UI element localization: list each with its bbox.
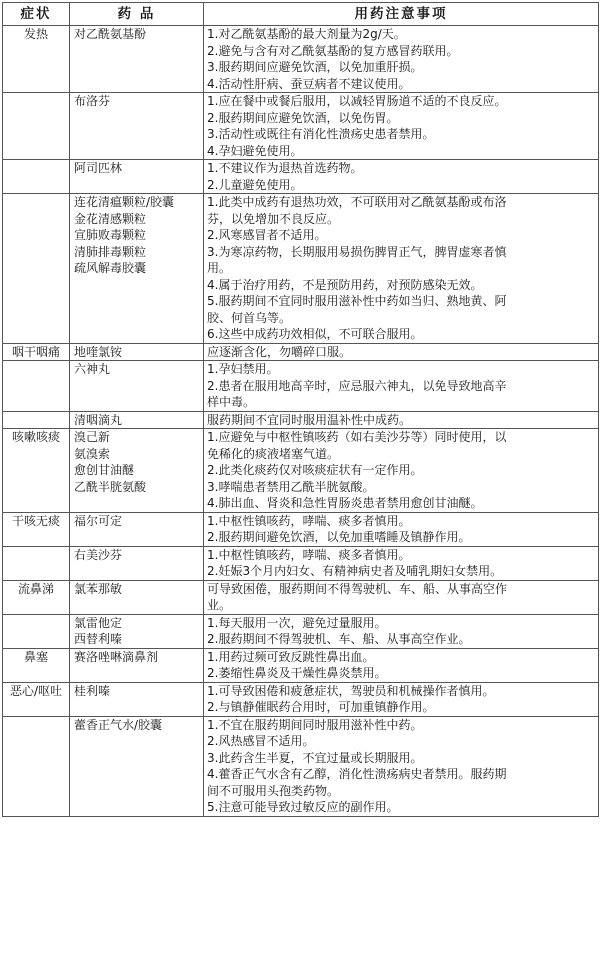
drug-cell — [70, 194, 204, 344]
note-line: 2.服药期间避免饮酒，以免加重嗜睡及镇静作用。 — [207, 530, 471, 544]
symptom-cell: 咳嗽咳痰 — [3, 429, 70, 513]
note-line: 服药期间不宜同时服用温补性中成药。 — [207, 412, 412, 427]
notes-cell — [204, 361, 599, 412]
table-row — [3, 682, 599, 716]
note-line: 4.肺出血、肾炎和急性胃肠炎患者禁用愈创甘油醚。 — [207, 496, 483, 510]
drug-name: 福尔可定 — [74, 513, 123, 528]
note-line: 4.属于治疗用药，不是预防用药，对预防感染无效。 — [207, 277, 483, 292]
note-line: 1.对乙酰氨基酚的最大剂量为2g/天。 — [207, 27, 406, 41]
table-row — [3, 648, 599, 682]
drug-name: 对乙酰氨基酚 — [74, 27, 147, 41]
note-line: 2.风寒感冒者不适用。 — [207, 228, 327, 242]
drug-cell — [70, 682, 204, 716]
symptom-cell — [3, 361, 70, 412]
drug-name: 清咽滴丸 — [74, 412, 123, 427]
table-row — [3, 580, 599, 614]
note-line: 3.服药期间应避免饮酒，以免加重肝损。 — [207, 60, 423, 74]
symptom-cell: 咽干咽痛 — [3, 343, 70, 361]
notes-cell — [204, 716, 599, 816]
drug-cell — [70, 93, 204, 160]
note-line: 2.与镇静催眠药合用时，可加重镇静作用。 — [207, 700, 435, 714]
header-notes: 用药注意事项 — [204, 3, 599, 26]
drug-name: 金花清感颗粒 — [74, 211, 147, 226]
note-line: 3.活动性或既往有消化性溃疡史患者禁用。 — [207, 127, 435, 141]
symptom-cell — [3, 194, 70, 344]
symptom-cell: 发热 — [3, 26, 70, 93]
header-symptom: 症状 — [3, 3, 70, 26]
note-line: 芬，以免增加不良反应。 — [207, 211, 340, 226]
note-line: 2.服药期间应避免饮酒，以免伤胃。 — [207, 110, 399, 125]
note-line: 用。 — [207, 261, 232, 275]
notes-cell — [204, 93, 599, 160]
drug-cell — [70, 546, 204, 580]
drug-cell — [70, 26, 204, 93]
drug-name: 阿司匹林 — [74, 161, 123, 175]
drug-name: 地喹氯铵 — [74, 344, 123, 359]
note-line: 2.儿童避免使用。 — [207, 177, 303, 192]
drug-name: 溴己新 — [74, 430, 111, 444]
symptom-cell: 恶心/呕吐 — [3, 682, 70, 716]
drug-cell — [70, 580, 204, 614]
drug-cell — [70, 512, 204, 546]
note-line: 1.不建议作为退热首选药物。 — [207, 161, 363, 175]
medication-table — [2, 2, 599, 817]
note-line: 1.应避免与中枢性镇咳药（如右美沙芬等）同时使用，以 — [207, 430, 507, 444]
note-line: 2.风热感冒不适用。 — [207, 734, 315, 748]
drug-name: 氨溴索 — [74, 446, 111, 461]
drug-name: 布洛芬 — [74, 94, 111, 108]
note-line: 1.中枢性镇咳药，哮喘、痰多者慎用。 — [207, 513, 411, 528]
table-row — [3, 26, 599, 93]
symptom-cell: 干咳无痰 — [3, 512, 70, 546]
drug-name: 乙酰半胱氨酸 — [74, 479, 147, 494]
notes-cell — [204, 194, 599, 344]
table-row — [3, 361, 599, 412]
note-line: 5.注意可能导致过敏反应的副作用。 — [207, 800, 399, 814]
note-line: 1.孕妇禁用。 — [207, 362, 279, 376]
table-row — [3, 411, 599, 429]
drug-name: 西替利嗪 — [74, 632, 123, 646]
symptom-cell: 鼻塞 — [3, 648, 70, 682]
drug-name: 连花清瘟颗粒/胶囊 — [74, 195, 175, 209]
drug-cell — [70, 343, 204, 361]
table-row — [3, 343, 599, 361]
drug-cell — [70, 160, 204, 194]
notes-cell — [204, 580, 599, 614]
table-row — [3, 512, 599, 546]
notes-cell — [204, 160, 599, 194]
note-line: 1.此类中成药有退热功效，不可联用对乙酰氨基酚或布洛 — [207, 195, 507, 209]
note-line: 业。 — [207, 598, 232, 612]
table-row — [3, 160, 599, 194]
note-line: 2.妊娠3个月内妇女、有精神病史者及哺乳期妇女禁用。 — [207, 564, 503, 578]
note-line: 2.此类化痰药仅对咳痰症状有一定作用。 — [207, 463, 423, 477]
drug-name: 氯苯那敏 — [74, 581, 123, 596]
note-line: 5.服药期间不宜同时服用滋补性中药如当归、熟地黄、阿 — [207, 294, 507, 308]
note-line: 2.患者在服用地高辛时，应忌服六神丸，以免导致地高辛 — [207, 378, 507, 393]
drug-name: 藿香正气水/胶囊 — [74, 717, 163, 732]
note-line: 1.不宜在服药期间同时服用滋补性中药。 — [207, 717, 423, 732]
drug-cell — [70, 614, 204, 648]
drug-name: 疏风解毒胶囊 — [74, 261, 147, 275]
drug-name: 桂利嗪 — [74, 683, 111, 698]
drug-name: 六神丸 — [74, 362, 111, 376]
note-line: 1.可导致困倦和疲惫症状，驾驶员和机械操作者慎用。 — [207, 683, 495, 698]
table-header-row — [3, 3, 599, 26]
note-line: 1.每天服用一次，避免过量服用。 — [207, 615, 387, 630]
table-row — [3, 194, 599, 344]
notes-cell — [204, 411, 599, 429]
table-body — [3, 26, 599, 817]
note-line: 2.服药期间不得驾驶机、车、船、从事高空作业。 — [207, 632, 471, 646]
note-line: 3.哮喘患者禁用乙酰半胱氨酸。 — [207, 479, 375, 494]
notes-cell — [204, 26, 599, 93]
notes-cell — [204, 614, 599, 648]
symptom-cell — [3, 546, 70, 580]
note-line: 4.活动性肝病、蚕豆病者不建议使用。 — [207, 76, 411, 91]
drug-cell — [70, 716, 204, 816]
table-row — [3, 93, 599, 160]
symptom-cell — [3, 160, 70, 194]
symptom-cell — [3, 411, 70, 429]
drug-name: 赛洛唑啉滴鼻剂 — [74, 649, 159, 664]
table-row — [3, 614, 599, 648]
symptom-cell — [3, 614, 70, 648]
drug-cell — [70, 648, 204, 682]
note-line: 4.藿香正气水含有乙醇，消化性溃疡病史者禁用。服药期 — [207, 767, 507, 781]
note-line: 2.避免与含有对乙酰氨基酚的复方感冒药联用。 — [207, 43, 459, 58]
note-line: 4.孕妇避免使用。 — [207, 143, 303, 158]
drug-name: 氯雷他定 — [74, 615, 123, 630]
symptom-cell — [3, 93, 70, 160]
notes-cell — [204, 429, 599, 513]
drug-name: 愈创甘油醚 — [74, 463, 135, 477]
note-line: 2.萎缩性鼻炎及干燥性鼻炎禁用。 — [207, 666, 387, 680]
notes-cell — [204, 682, 599, 716]
notes-cell — [204, 343, 599, 361]
note-line: 应逐渐含化，勿嚼碎口服。 — [207, 344, 352, 359]
symptom-cell: 流鼻涕 — [3, 580, 70, 614]
drug-cell — [70, 429, 204, 513]
note-line: 胶、何首乌等。 — [207, 310, 292, 325]
table-row — [3, 429, 599, 513]
note-line: 1.应在餐中或餐后服用，以减轻胃肠道不适的不良反应。 — [207, 94, 507, 108]
notes-cell — [204, 648, 599, 682]
note-line: 免稀化的痰液堵塞气道。 — [207, 446, 340, 461]
drug-name: 右美沙芬 — [74, 547, 123, 562]
drug-cell — [70, 361, 204, 412]
note-line: 可导致困倦，服药期间不得驾驶机、车、船、从事高空作 — [207, 581, 508, 596]
drug-cell — [70, 411, 204, 429]
drug-name: 宣肺败毒颗粒 — [74, 228, 147, 242]
note-line: 3.此药含生半夏，不宜过量或长期服用。 — [207, 750, 423, 765]
note-line: 6.这些中成药功效相似，不可联合服用。 — [207, 327, 423, 341]
symptom-cell — [3, 716, 70, 816]
note-line: 1.中枢性镇咳药，哮喘、痰多者慎用。 — [207, 547, 411, 562]
notes-cell — [204, 546, 599, 580]
note-line: 样中毒。 — [207, 395, 256, 409]
note-line: 3.为寒凉药物，长期服用易损伤脾胃正气，脾胃虚寒者慎 — [207, 244, 507, 259]
note-line: 间不可服用头孢类药物。 — [207, 783, 340, 798]
table-row — [3, 546, 599, 580]
drug-name: 清肺排毒颗粒 — [74, 244, 147, 259]
notes-cell — [204, 512, 599, 546]
header-drug: 药 品 — [70, 3, 204, 26]
table-row — [3, 716, 599, 816]
note-line: 1.用药过频可致反跳性鼻出血。 — [207, 649, 375, 664]
